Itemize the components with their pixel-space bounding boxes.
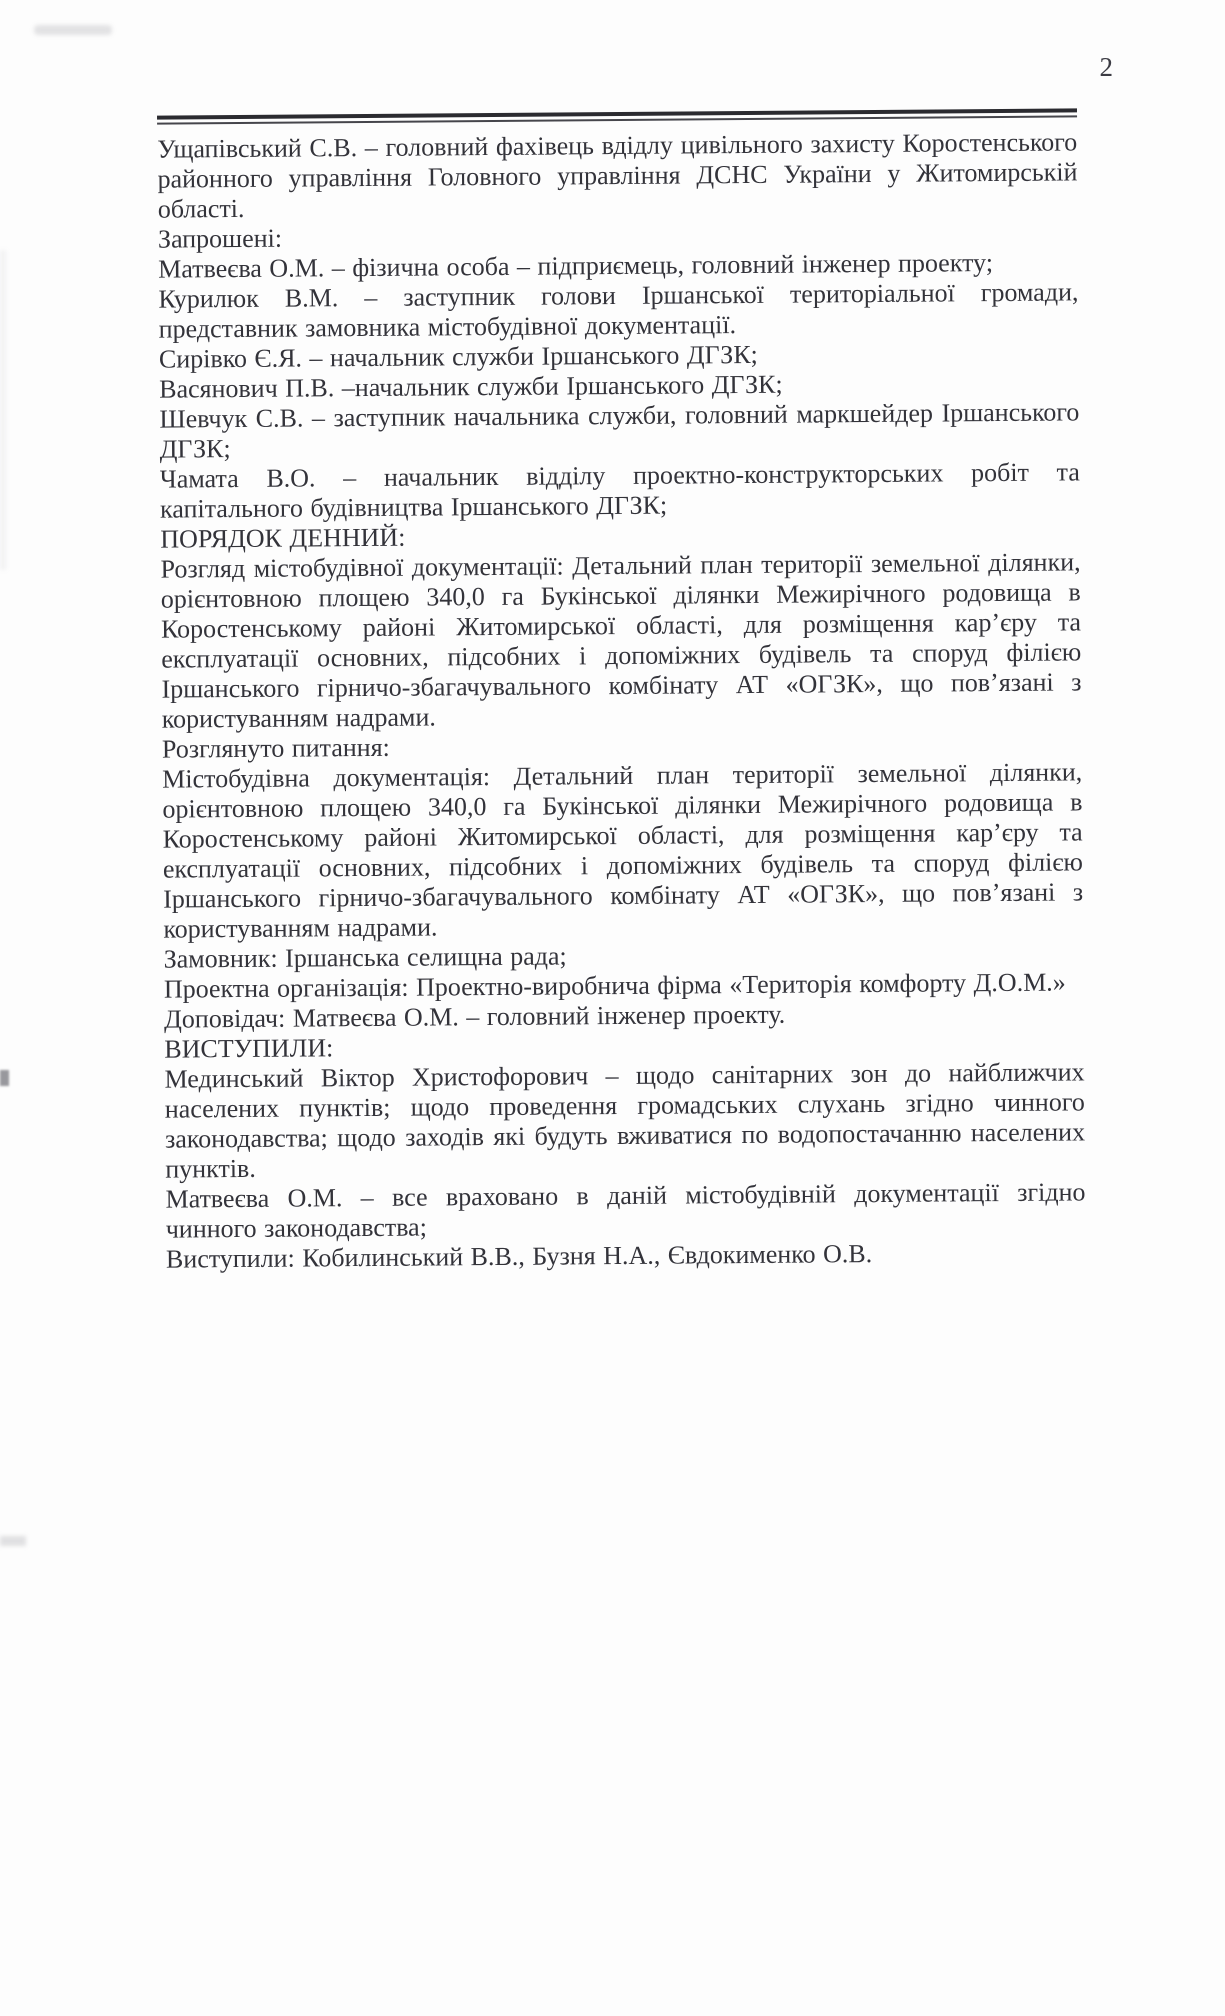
agenda-heading: ПОРЯДОК ДЕННИЙ: [160, 522, 406, 554]
scan-artifact [0, 1536, 26, 1546]
speaker-line: Доповідач: Матвеєва О.М. – головний інженер проекту. [163, 999, 786, 1034]
invited-line-matveeva: Матвеєва О.М. – фізична особа – підприємець, головний інженер проекту; [158, 248, 994, 284]
invited-line-shevchuk: Шевчук С.В. – заступник начальника служби, головний маркшейдер Іршанського ДГЗК; [159, 397, 1080, 464]
customer-line: Замовник: Іршанська селищна рада; [163, 941, 567, 974]
vystupyly-line: Виступили: Кобилинський В.В., Бузня Н.А., Євдокименко О.В. [165, 1239, 873, 1274]
header-rule [157, 108, 1077, 124]
invited-line-syrivko: Сирівко Є.Я. – начальник служби Іршанського ДГЗК; [158, 339, 758, 374]
page-number: 2 [1099, 52, 1113, 82]
agenda-paragraph: Розгляд містобудівної документації: Детальний план території земельної ділянки, орієнтовною площею 340,0 га Букінської ділянки Межирічного родовища в Коростенському районі Житомирської області, для розміщення кар’єру та експлуатації основних, підсобних і допоміжних будівель та споруд філією Іршанського гірничо-збагачувального комбінату АТ «ОГЗК», що пов’язані з користуванням надрами. [160, 547, 1082, 734]
invited-line-kuryliuk: Курилюк В.М. – заступник голови Іршанської територіальної громади, представник замовника містобудівної документації. [158, 277, 1079, 344]
spoke-heading: ВИСТУПИЛИ: [164, 1033, 334, 1064]
scan-artifact [0, 250, 6, 570]
document-body [157, 108, 1086, 1274]
invited-line-chamata: Чамата В.О. – начальник відділу проектно-конструкторських робіт та капітального будівництва Іршанського ДГЗК; [159, 457, 1080, 524]
medynskyi-paragraph: Мединський Віктор Христофорович – щодо санітарних зон до найближчих населених пунктів; щодо проведення громадських слухань згідно чинного законодавства; щодо заходів які будуть вживатися по водопостачанню населених пунктів. [164, 1057, 1086, 1184]
considered-paragraph: Містобудівна документація: Детальний план території земельної ділянки, орієнтовною площею 340,0 га Букінської ділянки Межирічного родовища в Коростенському районі Житомирської області, для розміщення кар’єру та експлуатації основних, підсобних і допоміжних будівель та споруд філією Іршанського гірничо-збагачувального комбінату АТ «ОГЗК», що пов’язані з користуванням надрами. [162, 757, 1084, 944]
paragraph-ushchapivskyi: Ущапівський С.В. – головний фахівець вдідлу цивільного захисту Коростенського районного управління Головного управління ДСНС України у Житомирській області. [157, 127, 1078, 224]
scan-artifact [0, 1070, 9, 1086]
invited-line-vasianovych: Васянович П.В. –начальник служби Іршанського ДГЗК; [159, 369, 783, 404]
scan-artifact [34, 25, 112, 35]
considered-heading: Розглянуто питання: [161, 732, 390, 764]
project-organization-line: Проектна організація: Проектно-виробнича фірма «Територія комфорту Д.О.М.» [163, 967, 1066, 1004]
matveeva-paragraph: Матвеєва О.М. – все враховано в даній містобудівній документації згідно чинного законодавства; [165, 1177, 1086, 1244]
invited-heading: Запрошені: [157, 223, 283, 254]
